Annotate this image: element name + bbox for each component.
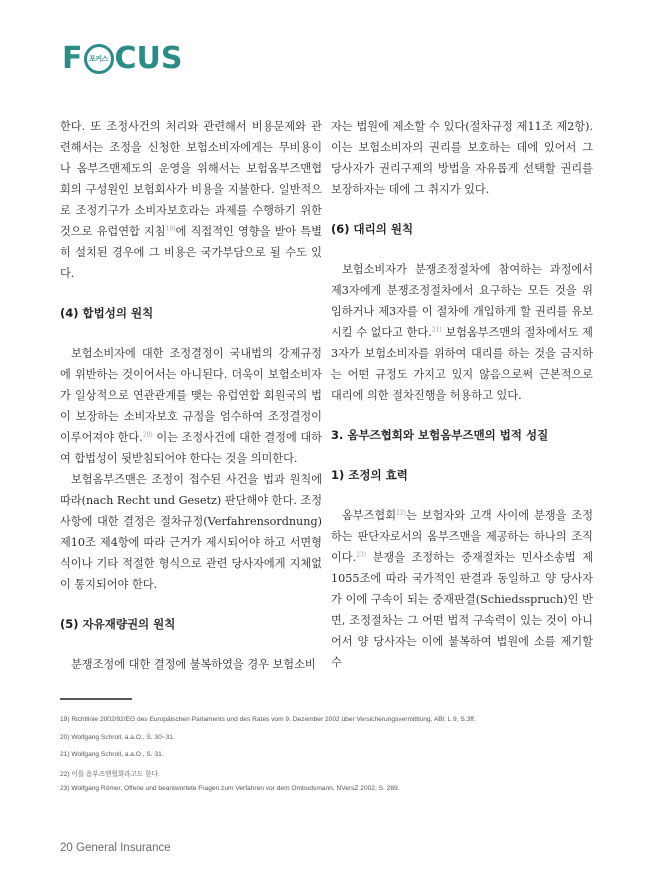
focus-logo <box>62 40 192 84</box>
section-heading-representation: (6) 대리의 원칙 <box>331 222 414 236</box>
paragraph: 분쟁조정에 대한 결정에 불복하였을 경우 보험소비 <box>71 658 316 671</box>
footnote-19: 19) Richtlinie 2002/92/EG des Europäischen Parlaments und des Rates vom 9. Dezember 2002 über Versicherungsvermittlung, ABl. L 9, S.3ff. <box>60 716 476 723</box>
subsection-heading-effect: 1) 조정의 효력 <box>331 468 408 482</box>
paragraph: 자는 법원에 제소할 수 있다(절차규정 제11조 제2항). 이는 보험소비자의 권리를 보호하는 데에 있어서 그 당사자가 권리구제의 방법을 자유롭게 선택할 권리를 보장하자는 데에 그 취지가 있다. <box>331 120 593 196</box>
page-number: 20 <box>60 842 73 854</box>
paragraph: 보험옴부즈맨은 조정이 접수된 사건을 법과 원칙에 따라(nach Recht und Gesetz) 판단해야 한다. 조정 사항에 대한 결정은 절차규정(Verfahrensordnung) 제10조 제4항에 따라 근거가 제시되어야 하고 서면형식이나 기타 적절한 형식으로 관련 당사자에게 지체없이 통지되어야 한다. <box>60 473 322 591</box>
footnote-ref-23[interactable]: 23) <box>356 551 367 559</box>
logo-inner-label: 포커스 <box>89 55 108 63</box>
left-column <box>60 116 322 675</box>
logo-ring <box>84 44 114 74</box>
section-heading-discretion: (5) 자유재량권의 원칙 <box>60 617 176 631</box>
footnote-divider <box>60 698 132 700</box>
footnote-ref-20[interactable]: 20) <box>142 431 153 439</box>
footnote-20: 20) Wolfgang Schroll, a.a.O., S. 30~31. <box>60 734 175 741</box>
logo-letters-cus: CUS <box>114 41 183 76</box>
publication-title: General Insurance <box>76 842 171 854</box>
paragraph: 한다. 또 조정사건의 처리와 관련해서 비용문제와 관련해서는 조정을 신청한 보험소비자에게는 무비용이나 옴부즈맨제도의 운영을 위해서는 보험옴부즈맨협회의 구성원인 보험회사가 비용을 지불한다. 일반적으로 조정기구가 소비자보호라는 과제를 수행하기 위한 것으로 유럽연합 지침$^{19)}$에 직접적인 영향을 받아 특별히 설치된 경우에 그 비용은 국가부담으로 될 수도 있다. <box>60 120 322 280</box>
section-heading-legal-nature: 3. 옴부즈협회와 보험옴부즈맨의 법적 성질 <box>331 428 549 442</box>
footnote-21: 21) Wolfgang Schroll, a.a.O., S. 31. <box>60 751 164 758</box>
footnote-23: 23) Wolfgang Römer, Offene und beantwortete Fragen zum Verfahren vor dem Ombudsmann, NVersZ 2002, S. 289. <box>60 785 400 792</box>
page-footer <box>60 842 171 854</box>
footnote-ref-22[interactable]: 22) <box>396 509 407 517</box>
section-heading-legality: (4) 합법성의 원칙 <box>60 306 154 320</box>
logo-letter-f: F <box>62 41 83 76</box>
right-column <box>331 116 593 673</box>
paragraph: 보험소비자에 대한 조정결정이 국내법의 강제규정에 위반하는 것이어서는 아니된다. 더욱이 보험소비자가 일상적으로 연관관계를 맺는 유럽연합 회원국의 법이 보장하는 소비자보호 규정을 엄수하여 조정결정이 이루어져야 한다.$^{20)}$ 이는 조정사건에 대한 결정에 대하여 합법성이 뒷받침되어야 한다는 것을 의미한다. <box>60 347 322 465</box>
footnote-22: 22) 이를 옴부즈맨협회라고도 한다. <box>60 771 160 778</box>
footnote-ref-21[interactable]: 21) <box>431 326 442 334</box>
paragraph: 옴부즈협회$^{22)}$는 보험자와 고객 사이에 분쟁을 조정하는 판단자로서의 옴부즈맨을 제공하는 하나의 조직이다.$^{23)}$ 분쟁을 조정하는 중재절차는 민사소송법 제1055조에 따라 국가적인 판결과 동일하고 양 당사자가 이에 구속이 되는 중재판결(Schiedsspruch)인 반면, 조정절차는 그 어떤 법적 구속력이 있는 것이 아니어서 양 당사자는 이에 불복하여 법원에 소를 제기할 수 <box>331 509 593 669</box>
footnote-ref-19[interactable]: 19) <box>165 225 176 233</box>
paragraph: 보험소비자가 분쟁조정절차에 참여하는 과정에서 제3자에게 분쟁조정절차에서 요구하는 모든 것을 위임하거나 제3자를 이 절차에 개입하게 할 권리를 유보시킬 수 없다고 한다.$^{21)}$ 보험옴부즈맨의 절차에서도 제3자가 보험소비자를 위하여 대리를 하는 것을 금지하는 어떤 규정도 가지고 있지 않음으로써 근본적으로 대리에 의한 절차진행을 허용하고 있다. <box>331 263 593 402</box>
